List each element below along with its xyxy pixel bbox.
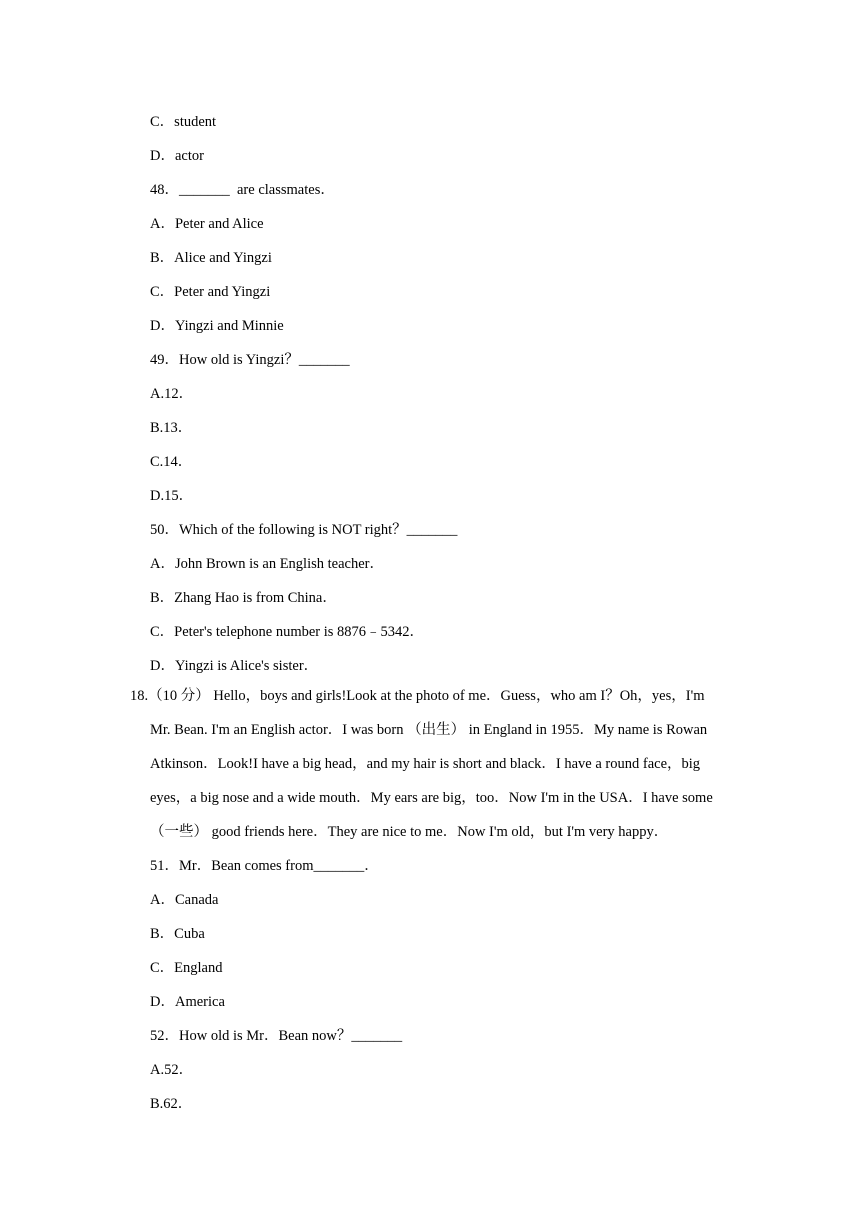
question-51: 51．Mr．Bean comes from_______． (150, 858, 379, 874)
option-q49-a: A.12． (150, 386, 194, 402)
option-q48-c: C．Peter and Yingzi (150, 284, 271, 300)
option-q51-c: C．England (150, 960, 223, 976)
option-q52-a: A.52． (150, 1062, 194, 1078)
question-50: 50．Which of the following is NOT right？_______ (150, 522, 458, 538)
option-q52-b: B.62． (150, 1096, 193, 1112)
option-q47-c: C．student (150, 114, 217, 130)
question-48: 48．_______ are classmates． (150, 182, 335, 198)
option-q50-c: C．Peter's telephone number is 8876﹣5342． (150, 624, 425, 640)
option-q50-d: D．Yingzi is Alice's sister． (150, 658, 319, 674)
reading-passage (130, 686, 730, 856)
passage-line: Mr. Bean. I'm an English actor．I was born （出生） in England in 1955．My name is Rowan (150, 722, 708, 738)
option-q48-b: B．Alice and Yingzi (150, 250, 272, 266)
option-q48-d: D．Yingzi and Minnie (150, 318, 284, 334)
passage-line: Atkinson．Look!I have a big head，and my hair is short and black．I have a round face，big (150, 756, 701, 772)
passage-line: （一些） good friends here．They are nice to me．Now I'm old，but I'm very happy． (150, 824, 669, 840)
option-q48-a: A．Peter and Alice (150, 216, 264, 232)
option-q50-a: A．John Brown is an English teacher． (150, 556, 384, 572)
option-q51-b: B．Cuba (150, 926, 205, 942)
option-q50-b: B．Zhang Hao is from China． (150, 590, 337, 606)
option-q49-d: D.15． (150, 488, 194, 504)
passage-line: 18.（10 分） Hello，boys and girls!Look at the photo of me．Guess，who am I？Oh，yes，I'm (130, 688, 705, 704)
option-q51-a: A．Canada (150, 892, 219, 908)
question-49: 49．How old is Yingzi？_______ (150, 352, 350, 368)
passage-line: eyes，a big nose and a wide mouth．My ears are big，too．Now I'm in the USA．I have some (150, 790, 713, 806)
option-q47-d: D．actor (150, 148, 204, 164)
option-q49-c: C.14． (150, 454, 193, 470)
option-q49-b: B.13． (150, 420, 193, 436)
question-52: 52．How old is Mr．Bean now？_______ (150, 1028, 403, 1044)
option-q51-d: D．America (150, 994, 225, 1010)
